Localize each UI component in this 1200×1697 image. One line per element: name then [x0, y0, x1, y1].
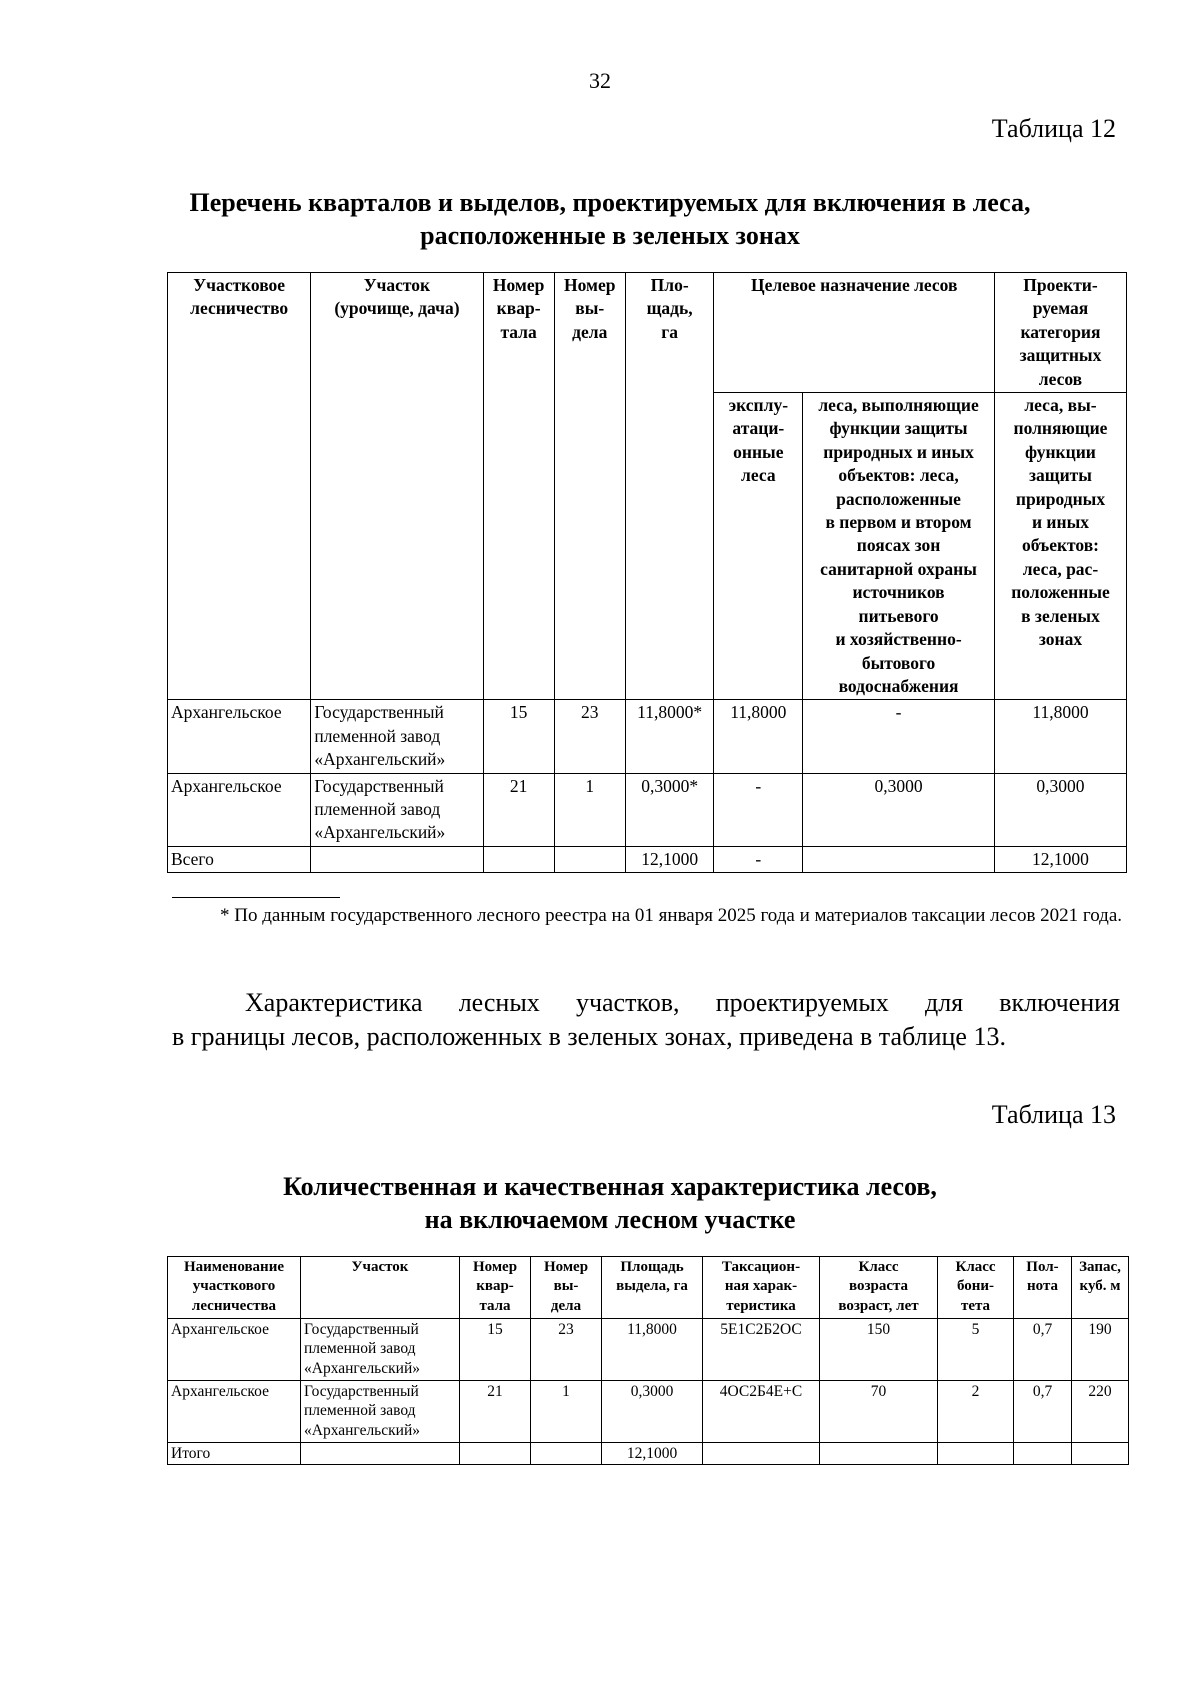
- cell-total-label: Итого: [168, 1443, 301, 1465]
- cell-empty: [554, 846, 625, 872]
- cell-exploitation: 11,8000: [714, 700, 803, 773]
- header-protective: леса, выполняющие функции защиты природных и иных объектов: леса, расположенные в первом и втором поясах зон санитарной охраны источников питьевого и хозяйственно- бытового водоснабжения: [803, 393, 995, 700]
- cell-quarter: 21: [483, 773, 554, 846]
- table-12-title: [150, 186, 1070, 252]
- header-quarter: Номер квар- тала: [483, 273, 554, 700]
- header-quarter: Номер квар- тала: [460, 1257, 531, 1319]
- cell-total-exploitation: -: [714, 846, 803, 872]
- cell-total-label: Всего: [168, 846, 311, 872]
- cell-taxation: 4ОС2Б4Е+С: [703, 1381, 820, 1443]
- header-projected: Проекти- руемая категория защитных лесов: [994, 273, 1126, 393]
- header-exploitation: эксплу- атаци- онные леса: [714, 393, 803, 700]
- cell-density: 0,7: [1014, 1381, 1072, 1443]
- table-12: [167, 272, 1127, 873]
- cell-site: Государственный племенной завод «Архангельский»: [311, 700, 483, 773]
- table-row: [168, 700, 1127, 773]
- header-allotment: Номер вы- дела: [554, 273, 625, 700]
- cell-empty: [803, 846, 995, 872]
- cell-site: Государственный племенной завод «Архангельский»: [301, 1381, 460, 1443]
- cell-quarter: 21: [460, 1381, 531, 1443]
- cell-total-area: 12,1000: [625, 846, 714, 872]
- cell-empty: [460, 1443, 531, 1465]
- header-area: Площадь выдела, га: [602, 1257, 703, 1319]
- header-bonitet: Класс бони- тета: [938, 1257, 1014, 1319]
- body-paragraph: [172, 986, 1120, 1054]
- cell-bonitet: 5: [938, 1319, 1014, 1381]
- header-stock: Запас, куб. м: [1072, 1257, 1129, 1319]
- cell-area: 0,3000*: [625, 773, 714, 846]
- cell-empty: [1014, 1443, 1072, 1465]
- cell-area: 11,8000*: [625, 700, 714, 773]
- table-13: [167, 1256, 1129, 1465]
- cell-forestry: Архангельское: [168, 1381, 301, 1443]
- header-area: Пло- щадь, га: [625, 273, 714, 700]
- cell-empty: [311, 846, 483, 872]
- cell-allotment: 23: [554, 700, 625, 773]
- cell-quarter: 15: [460, 1319, 531, 1381]
- cell-allotment: 1: [531, 1381, 602, 1443]
- cell-total-green-zone: 12,1000: [994, 846, 1126, 872]
- cell-forestry: Архангельское: [168, 773, 311, 846]
- table-total-row: [168, 1443, 1129, 1465]
- table-13-title-line-1: Количественная и качественная характеристика лесов,: [283, 1172, 937, 1201]
- header-allotment: Номер вы- дела: [531, 1257, 602, 1319]
- header-forestry-name: Наименование участкового лесничества: [168, 1257, 301, 1319]
- cell-exploitation: -: [714, 773, 803, 846]
- cell-empty: [483, 846, 554, 872]
- table-12-label: Таблица 12: [991, 114, 1116, 143]
- header-green-zone: леса, вы- полняющие функции защиты природных и иных объектов: леса, рас- положенные в зеленых зонах: [994, 393, 1126, 700]
- page-number: 32: [589, 68, 611, 93]
- cell-empty: [1072, 1443, 1129, 1465]
- cell-protective: -: [803, 700, 995, 773]
- paragraph-line-1: Характеристика лесных участков, проектируемых для включения: [245, 988, 1120, 1017]
- cell-total-area: 12,1000: [602, 1443, 703, 1465]
- table-row: [168, 773, 1127, 846]
- cell-green-zone: 0,3000: [994, 773, 1126, 846]
- header-forestry: Участковое лесничество: [168, 273, 311, 700]
- cell-density: 0,7: [1014, 1319, 1072, 1381]
- cell-empty: [531, 1443, 602, 1465]
- header-taxation: Таксацион- ная харак- теристика: [703, 1257, 820, 1319]
- paragraph-line-2: в границы лесов, расположенных в зеленых зонах, приведена в таблице 13.: [172, 1022, 1006, 1051]
- header-site: Участок (урочище, дача): [311, 273, 483, 700]
- cell-area: 11,8000: [602, 1319, 703, 1381]
- cell-age: 150: [820, 1319, 938, 1381]
- footnote-separator: [172, 897, 340, 898]
- header-age-class: Класс возраста возраст, лет: [820, 1257, 938, 1319]
- cell-allotment: 1: [554, 773, 625, 846]
- cell-protective: 0,3000: [803, 773, 995, 846]
- cell-quarter: 15: [483, 700, 554, 773]
- cell-forestry: Архангельское: [168, 1319, 301, 1381]
- cell-green-zone: 11,8000: [994, 700, 1126, 773]
- header-density: Пол- нота: [1014, 1257, 1072, 1319]
- cell-empty: [820, 1443, 938, 1465]
- table-12-title-line-2: расположенные в зеленых зонах: [420, 221, 800, 250]
- cell-stock: 220: [1072, 1381, 1129, 1443]
- table-12-title-line-1: Перечень кварталов и выделов, проектируемых для включения в леса,: [189, 188, 1031, 217]
- table-total-row: [168, 846, 1127, 872]
- cell-empty: [703, 1443, 820, 1465]
- cell-area: 0,3000: [602, 1381, 703, 1443]
- table-13-title: [150, 1170, 1070, 1236]
- cell-age: 70: [820, 1381, 938, 1443]
- cell-allotment: 23: [531, 1319, 602, 1381]
- table-13-label: Таблица 13: [991, 1100, 1116, 1129]
- table-row: [168, 1319, 1129, 1381]
- cell-empty: [301, 1443, 460, 1465]
- cell-site: Государственный племенной завод «Архангельский»: [311, 773, 483, 846]
- cell-bonitet: 2: [938, 1381, 1014, 1443]
- footnote: * По данным государственного лесного реестра на 01 января 2025 года и материалов таксации лесов 2021 года.: [220, 905, 1123, 926]
- cell-forestry: Архангельское: [168, 700, 311, 773]
- cell-site: Государственный племенной завод «Архангельский»: [301, 1319, 460, 1381]
- cell-empty: [938, 1443, 1014, 1465]
- cell-taxation: 5Е1С2Б2ОС: [703, 1319, 820, 1381]
- table-row: [168, 1381, 1129, 1443]
- table-13-title-line-2: на включаемом лесном участке: [424, 1205, 796, 1234]
- header-purpose: Целевое назначение лесов: [714, 273, 994, 393]
- cell-stock: 190: [1072, 1319, 1129, 1381]
- header-site: Участок: [301, 1257, 460, 1319]
